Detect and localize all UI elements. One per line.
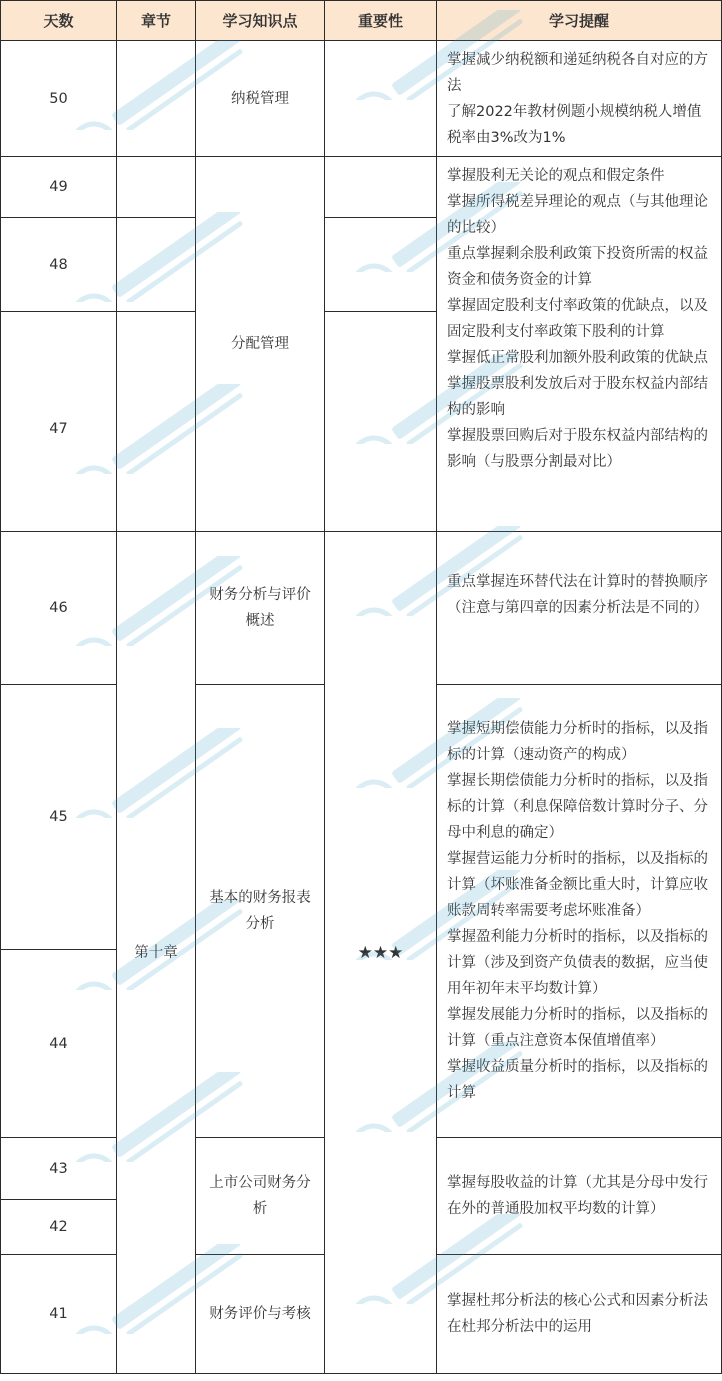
day-cell: 50 [1,41,117,157]
tips-cell [437,532,722,685]
day-cell: 46 [1,532,117,685]
chapter-cell-empty [117,312,196,532]
tip-line: 掌握所得税差异理论的观点（与其他理论的比较） [447,194,708,236]
topic-text: 上市公司财务分析 [209,1175,311,1217]
header-tips: 学习提醒 [437,1,722,41]
topic-cell [196,532,325,685]
tip-line: 掌握减少纳税额和递延纳税各自对应的方法 [447,51,708,94]
chapter-cell-empty [117,41,196,157]
topic-cell [196,685,325,1138]
tip-line: 掌握营运能力分析时的指标，以及指标的计算（坏账准备金额比重大时，计算应收账款周转率需要考虑坏账准备） [447,851,708,919]
tip-line: 掌握杜邦分析法的核心公式和因素分析法在杜邦分析法中的运用 [447,1293,708,1335]
tip-line: 了解2022年教材例题小规模纳税人增值税率由3%改为1% [447,103,702,146]
header-topic: 学习知识点 [196,1,325,41]
topic-cell [196,1138,325,1255]
table-row [1,157,722,218]
tip-line: 掌握每股收益的计算（尤其是分母中发行在外的普通股加权平均数的计算） [447,1175,708,1217]
tip-line: 掌握盈利能力分析时的指标，以及指标的计算（涉及到资产负债表的数据，应当使用年初年末平均数计算） [447,929,708,997]
day-cell: 44 [1,950,117,1138]
day-cell: 45 [1,685,117,950]
chapter-cell: 第十章 [117,532,196,1374]
header-days: 天数 [1,1,117,41]
tip-line: 重点掌握连环替代法在计算时的替换顺序（注意与第四章的因素分析法是不同的） [447,574,708,616]
tips-cell [437,41,722,157]
day-cell: 47 [1,312,117,532]
tips-cell [437,685,722,1138]
topic-text: 基本的财务报表分析 [209,890,311,932]
table-row [1,532,722,685]
header-chapter: 章节 [117,1,196,41]
topic-cell: 纳税管理 [196,41,325,157]
header-importance: 重要性 [325,1,437,41]
day-cell: 48 [1,218,117,312]
tips-cell [437,157,722,532]
tip-line: 掌握发展能力分析时的指标，以及指标的计算（重点注意资本保值增值率） [447,1007,708,1049]
topic-text: 财务评价与考核 [209,1306,311,1322]
chapter-cell-empty [117,218,196,312]
topic-cell: 分配管理 [196,157,325,532]
tip-line: 掌握长期偿债能力分析时的指标，以及指标的计算（利息保障倍数计算时分子、分母中利息的确定） [447,773,708,841]
day-cell: 43 [1,1138,117,1200]
tip-line: 掌握股利无关论的观点和假定条件 [447,168,665,184]
day-cell: 49 [1,157,117,218]
topic-text: 财务分析与评价概述 [209,587,311,629]
tip-line: 掌握短期偿债能力分析时的指标，以及指标的计算（速动资产的构成） [447,721,708,763]
topic-cell [196,1255,325,1374]
tip-line: 掌握股票回购后对于股东权益内部结构的影响（与股票分割最对比） [447,428,708,470]
header-row [1,1,722,41]
tips-cell [437,1138,722,1255]
table-row [1,41,722,157]
day-cell: 41 [1,1255,117,1374]
importance-cell-empty [325,157,437,218]
tips-cell [437,1255,722,1374]
tip-line: 掌握收益质量分析时的指标，以及指标的计算 [447,1059,708,1101]
day-cell: 42 [1,1200,117,1255]
tip-line: 掌握固定股利支付率政策的优缺点，以及固定股利支付率政策下股利的计算 [447,298,708,340]
chapter-cell-empty [117,157,196,218]
importance-cell-empty [325,312,437,532]
tip-line: 重点掌握剩余股利政策下投资所需的权益资金和债务资金的计算 [447,246,708,288]
tip-line: 掌握股票股利发放后对于股东权益内部结构的影响 [447,376,708,418]
importance-stars: ★★★ [325,532,437,1374]
tip-line: 掌握低正常股利加额外股利政策的优缺点 [447,350,708,366]
importance-cell-empty [325,218,437,312]
importance-cell-empty [325,41,437,157]
